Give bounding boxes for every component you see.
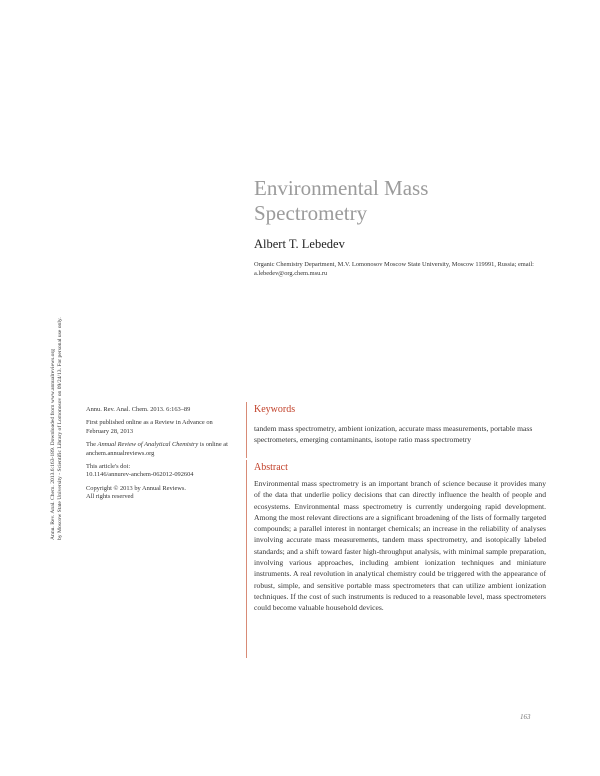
- journal-online-pre: The: [86, 441, 96, 449]
- download-note-line-2: by Moscow State University - Scientific Library of Lomonosov on 09/24/13. For personal use only.: [57, 317, 64, 540]
- doi-link[interactable]: 10.1146/annurev-anchem-062012-092604: [86, 471, 194, 479]
- download-side-note: [44, 230, 64, 540]
- journal-online-post: is online at anchem.annualreviews.org: [86, 441, 228, 457]
- abstract-rule: [246, 460, 247, 658]
- copyright-block: [86, 485, 232, 502]
- journal-online-title: Annual Review of Analytical Chemistry: [97, 441, 199, 449]
- keywords-heading: Keywords: [254, 404, 296, 415]
- download-note-line-1: Annu. Rev. Anal. Chem. 2013.6:163-189. Downloaded from www.annualreviews.org: [50, 348, 56, 540]
- abstract-text: Environmental mass spectrometry is an important branch of science because it provides many of the data that underlie policy decisions that can directly influence the health of people and ecosystems. Environmental mass spectrometry is currently undergoing rapid development. Among the most relevant directions are a significant broadening of the lists of formally targeted compounds; a parallel interest in nontarget chemicals; an increase in the reliability of analyses involving accurate mass measurements, tandem mass spectrometry, and isotopically labeled standards; and a shift toward faster high-throughput analysis, with minimal sample preparation, involving various approaches, including ambient ionization techniques and miniature instruments. A real revolution in analytical chemistry could be triggered with the appearance of robust, simple, and sensitive portable mass spectrometers that can utilize ambient ionization techniques. If the cost of such instruments is reduced to a reasonable level, mass spectrometers could become valuable household devices.: [254, 479, 546, 613]
- citation-sidebar: [86, 406, 232, 507]
- rights: All rights reserved: [86, 493, 134, 501]
- doi-label: This article's doi:: [86, 463, 131, 471]
- article-title: [254, 176, 554, 226]
- doi-block: [86, 463, 232, 480]
- author-name: Albert T. Lebedev: [254, 237, 345, 251]
- first-published-note: First published online as a Review in Advance on February 28, 2013: [86, 419, 213, 435]
- journal-online-note: [86, 441, 232, 458]
- abstract-heading: Abstract: [254, 462, 288, 473]
- page-number: 163: [520, 713, 531, 721]
- citation: Annu. Rev. Anal. Chem. 2013. 6:163–89: [86, 406, 191, 413]
- copyright: Copyright © 2013 by Annual Reviews.: [86, 484, 186, 492]
- title-line-1: Environmental Mass: [254, 176, 429, 200]
- title-line-2: Spectrometry: [254, 201, 368, 225]
- author-affiliation: Organic Chemistry Department, M.V. Lomonosov Moscow State University, Moscow 119991, Russia; email: a.lebedev@org.chem.msu.ru: [254, 261, 534, 277]
- keywords-rule: [246, 402, 247, 458]
- keywords-text: tandem mass spectrometry, ambient ionization, accurate mass measurements, portable mass spectrometers, emerging contaminants, isotope ratio mass spectrometry: [254, 424, 533, 445]
